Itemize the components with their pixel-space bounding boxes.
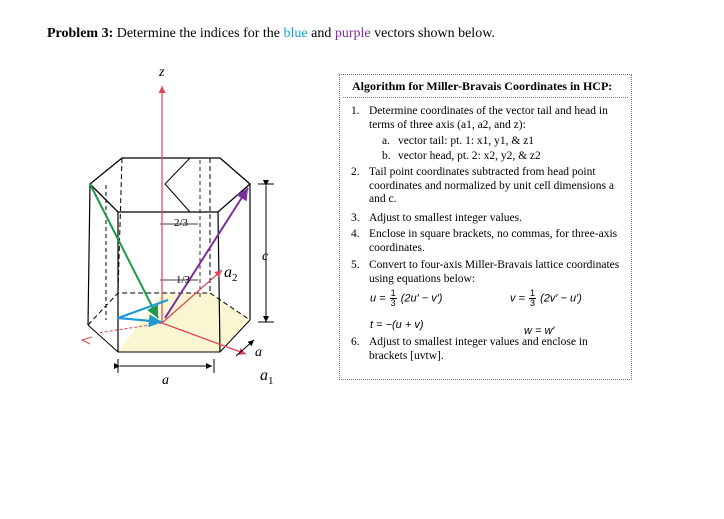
c-label: c xyxy=(262,249,269,264)
substep-b xyxy=(382,150,622,164)
problem-text-before: Determine the indices for the xyxy=(116,26,281,41)
top-inner-line xyxy=(165,158,190,184)
u-frac-den: 3 xyxy=(390,298,396,308)
purple-word: purple xyxy=(334,26,371,41)
step-5 xyxy=(351,259,626,286)
z-axis-label: z xyxy=(159,65,165,80)
v-fraction xyxy=(529,289,536,308)
substep-text: vector tail: pt. 1: x1, y1, & z1 xyxy=(398,135,535,147)
step-text: Convert to four-axis Miller-Bravais lattice coordinates using equations below: xyxy=(369,259,620,285)
a-slanted-label: a xyxy=(255,345,262,360)
step-1 xyxy=(351,105,626,132)
step-text: Adjust to smallest integer values. xyxy=(369,212,522,224)
top-inner-line-2 xyxy=(165,184,190,212)
step-number: 3. xyxy=(351,212,360,224)
a-bottom-label: a xyxy=(162,373,169,388)
step-number: 2. xyxy=(351,166,360,178)
step-number: 6. xyxy=(351,336,360,348)
u-fraction xyxy=(390,289,397,308)
a3-arrowhead-icon xyxy=(82,337,92,344)
substep-number: b. xyxy=(382,150,391,162)
a1-label: $a_1$ xyxy=(260,367,274,387)
t-eq-text: t = −(u + v) xyxy=(370,319,424,331)
and-word: and xyxy=(311,26,332,41)
u-rhs: (2u′ − v′) xyxy=(400,292,443,305)
one-third-label: 1/3 xyxy=(176,274,191,286)
a2-label: $a_2$ xyxy=(224,264,238,284)
problem-text-after: vectors shown below. xyxy=(374,26,495,41)
step-text: Enclose in square brackets, no commas, for three-axis coordinates. xyxy=(369,228,618,254)
algorithm-title: Algorithm for Miller-Bravais Coordinates in HCP: xyxy=(352,79,613,93)
two-thirds-label: 2/3 xyxy=(174,217,189,229)
step-4 xyxy=(351,228,626,255)
step-number: 5. xyxy=(351,259,360,271)
substep-text: vector head, pt. 2: x2, y2, & z2 xyxy=(398,150,541,162)
v-frac-num: 1 xyxy=(530,288,536,298)
w-eq-text: w = w′ xyxy=(524,325,555,337)
edge-left xyxy=(88,184,90,325)
step-number: 4. xyxy=(351,228,360,240)
step-number: 1. xyxy=(351,105,360,117)
step-2 xyxy=(351,166,626,207)
problem-label: Problem 3: xyxy=(47,26,114,41)
algorithm-box xyxy=(339,74,632,380)
v-lhs: v = xyxy=(510,292,525,305)
step-6 xyxy=(351,336,626,363)
step-text: Adjust to smallest integer values and enclose in brackets [uvtw]. xyxy=(369,336,588,362)
u-frac-num: 1 xyxy=(390,288,396,298)
u-lhs: u = xyxy=(370,292,386,305)
v-frac-den: 3 xyxy=(530,298,536,308)
substep-number: a. xyxy=(382,135,390,147)
green-vector xyxy=(90,184,158,318)
v-rhs: (2v′ − u′) xyxy=(540,292,582,305)
blue-word: blue xyxy=(283,26,308,41)
v-equation xyxy=(510,289,582,308)
top-hexagon xyxy=(90,158,250,212)
step-text: Determine coordinates of the vector tail and head in terms of three axis (a1, a2, and z): xyxy=(369,105,608,131)
step-3 xyxy=(351,212,626,226)
algorithm-divider xyxy=(343,97,628,98)
step-text: Tail point coordinates subtracted from head point coordinates and normalized by unit cell dimensions a and c. xyxy=(369,166,614,206)
t-equation xyxy=(370,319,424,333)
u-equation xyxy=(370,289,442,308)
substep-a xyxy=(382,135,622,149)
base-region xyxy=(118,293,250,352)
